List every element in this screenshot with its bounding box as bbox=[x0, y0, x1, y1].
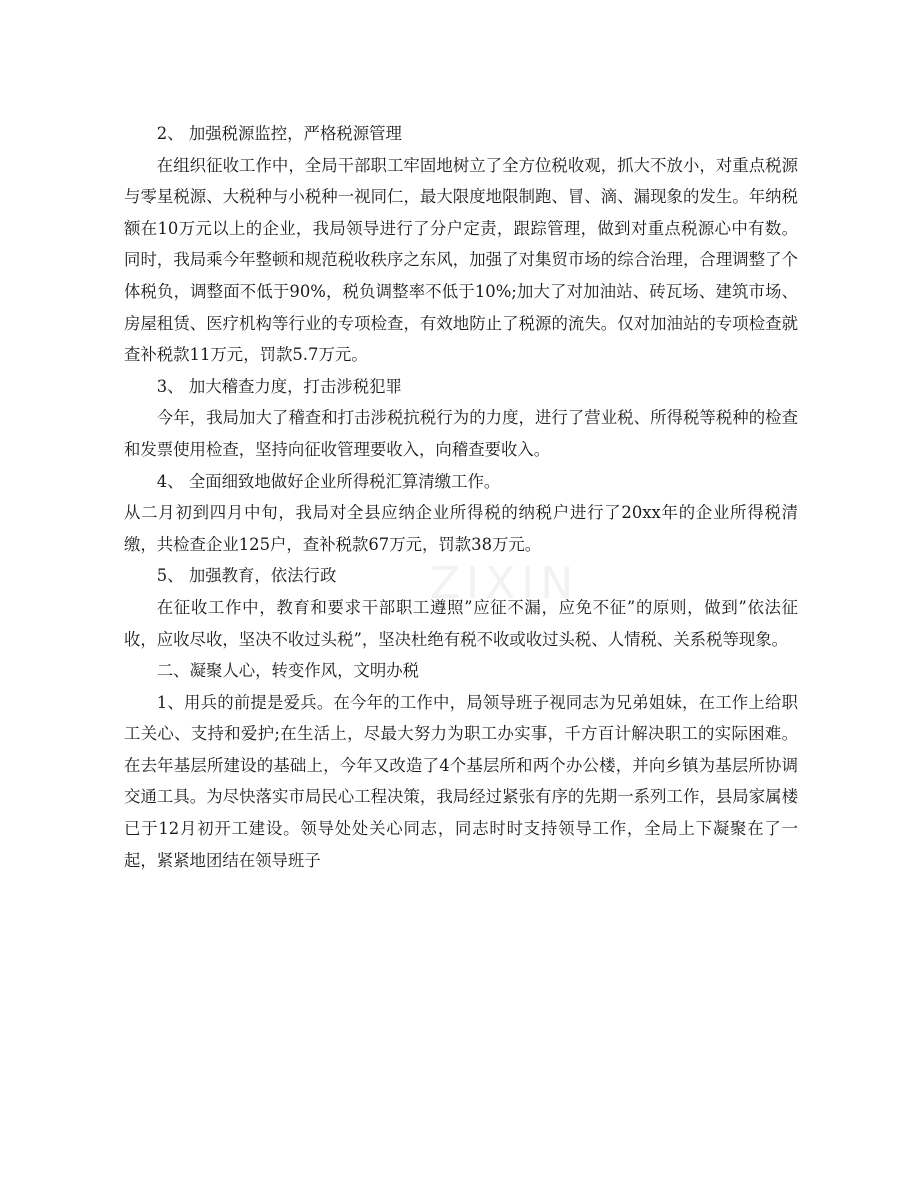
section-heading: 5、 加强教育，依法行政 bbox=[156, 566, 337, 586]
body-paragraph: 从二月初到四月中旬，我局对全县应纳企业所得税的纳税户进行了20xx年的企业所得税清缴，共检查企业125户，查补税款67万元，罚款38万元。 bbox=[124, 503, 798, 554]
document-body bbox=[124, 118, 798, 876]
chapter-heading: 二、凝聚人心，转变作风，文明办税 bbox=[156, 661, 420, 681]
body-paragraph: 今年，我局加大了稽查和打击涉税抗税行为的力度，进行了营业税、所得税等税种的检查和发票使用检查，坚持向征收管理要收入，向稽查要收入。 bbox=[124, 408, 798, 459]
section-heading: 4、 全面细致地做好企业所得税汇算清缴工作。 bbox=[156, 471, 501, 491]
section-heading: 3、 加大稽查力度，打击涉税犯罪 bbox=[156, 376, 402, 396]
watermark: ZIXIN bbox=[430, 558, 580, 609]
body-paragraph: 在组织征收工作中，全局干部职工牢固地树立了全方位税收观，抓大不放小，对重点税源与零星税源、大税种与小税种一视同仁，最大限度地限制跑、冒、滴、漏现象的发生。年纳税额在10万元以上的企业，我局领导进行了分户定责，跟踪管理，做到对重点税源心中有数。同时，我局乘今年整顿和规范税收秩序之东风，加强了对集贸市场的综合治理，合理调整了个体税负，调整面不低于90%，税负调整率不低于10%;加大了对加油站、砖瓦场、建筑市场、房屋租赁、医疗机构等行业的专项检查，有效地防止了税源的流失。仅对加油站的专项检查就查补税款11万元，罚款5.7万元。 bbox=[124, 155, 798, 365]
body-paragraph: 在征收工作中，教育和要求干部职工遵照”应征不漏，应免不征”的原则，做到”依法征收，应收尽收，坚决不收过头税”，坚决杜绝有税不收或收过头税、人情税、关系税等现象。 bbox=[124, 597, 798, 649]
body-paragraph: 1、用兵的前提是爱兵。在今年的工作中，局领导班子视同志为兄弟姐妹，在工作上给职工关心、支持和爱护;在生活上，尽最大努力为职工办实事，千方百计解决职工的实际困难。在去年基层所建设的基础上，今年又改造了4个基层所和两个办公楼，并向乡镇为基层所协调交通工具。为尽快落实市局民心工程决策，我局经过紧张有序的先期一系列工作，县局家属楼已于12月初开工建设。领导处处关心同志，同志时时支持领导工作，全局上下凝聚在了一起，紧紧地团结在领导班子 bbox=[124, 692, 798, 870]
section-heading: 2、 加强税源监控，严格税源管理 bbox=[156, 124, 402, 143]
